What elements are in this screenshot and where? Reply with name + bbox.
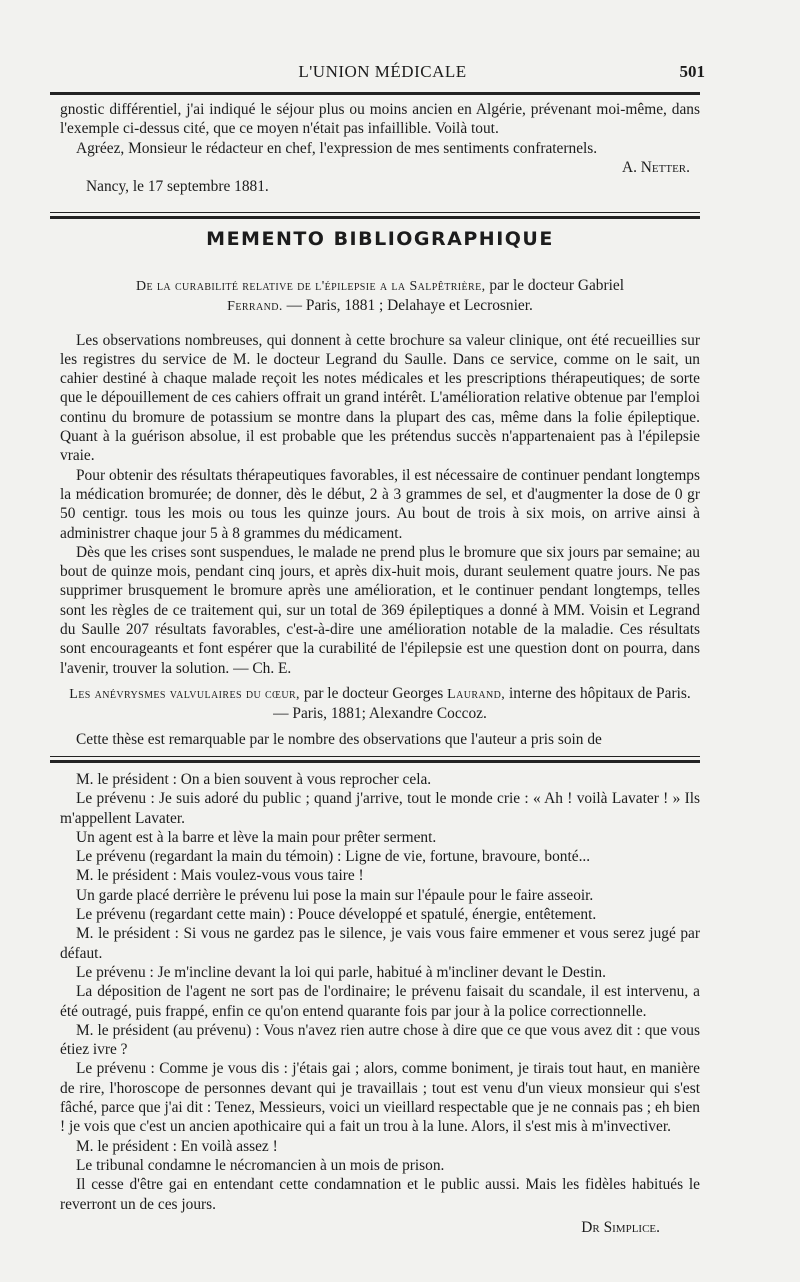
- dialogue-line: M. le président : Si vous ne gardez pas le silence, je vais vous faire emmener et vous serez jugé par défaut.: [60, 925, 700, 962]
- dialogue-line: Le tribunal condamne le nécromancien à un mois de prison.: [76, 1156, 445, 1174]
- dialogue-line: Le prévenu (regardant la main du témoin) : Ligne de vie, fortune, bravoure, bonté...: [76, 848, 591, 866]
- reference-title: Les anévrysmes valvulaires du cœur,: [69, 686, 300, 702]
- dialogue-line: La déposition de l'agent ne sort pas de l'ordinaire; le prévenu faisait du scandale, il est intervenu, a été outragé, puis frappé, enfin ce qu'on entend quarante fois par jour à la police correctionnelle.: [60, 983, 700, 1020]
- letter-paragraph: gnostic différentiel, j'ai indiqué le séjour plus ou moins ancien en Algérie, prévenant moi-même, dans l'exemple ci-dessus cité, que ce moyen n'était pas infaillible. Voilà tout.: [60, 101, 700, 138]
- bibliography-reference-2: [60, 684, 700, 724]
- dialogue-line: M. le président : On a bien souvent à vous reprocher cela.: [76, 771, 432, 788]
- bibliography-section: [60, 276, 700, 749]
- dialogue-line: Le prévenu : Je suis adoré du public ; quand j'arrive, tout le monde crie : « Ah ! voilà Lavater ! » Ils m'appellent Lavater.: [60, 790, 700, 827]
- page-number: 501: [679, 62, 705, 81]
- journal-title: L'UNION MÉDICALE: [298, 62, 467, 81]
- dialogue-line: Un agent est à la barre et lève la main pour prêter serment.: [76, 828, 437, 846]
- dialogue-line: M. le président : Mais voulez-vous vous taire !: [76, 867, 364, 885]
- letter-place-date: Nancy, le 17 septembre 1881.: [86, 178, 269, 196]
- dialogue-line: M. le président : En voilà assez !: [76, 1137, 278, 1155]
- dialogue-line: Un garde placé derrière le prévenu lui pose la main sur l'épaule pour le faire asseoir.: [76, 886, 594, 904]
- review-paragraph: Pour obtenir des résultats thérapeutiques favorables, il est nécessaire de continuer pendant longtemps la médication bromurée; de donner, dès le début, 2 à 3 grammes de sel, et d'augmenter la dose de 0 gr 50 centigr. tous les mois ou tous les quinze jours. Au bout de trois à six mois, on arrive ainsi à administrer chaque jour 5 à 8 grammes du médicament.: [60, 466, 700, 542]
- page-header: [60, 62, 705, 86]
- feuilleton-signature: Dr Simplice.: [581, 1218, 660, 1236]
- section-rule-bottom: [50, 216, 700, 219]
- reference-publication: — Paris, 1881 ; Delahaye et Lecrosnier.: [286, 297, 533, 315]
- feuilleton-rule-top: [50, 756, 700, 757]
- letter-section: [60, 100, 700, 196]
- section-rule-top: [50, 212, 700, 213]
- dialogue-line: Il cesse d'être gai en entendant cette condamnation et le public aussi. Mais les fidèles habitués le reverront un de ces jours.: [60, 1176, 700, 1213]
- letter-signature: A. Netter.: [622, 158, 690, 176]
- dialogue-line: Le prévenu (regardant cette main) : Pouce développé et spatulé, énergie, entêtement.: [76, 906, 597, 924]
- dialogue-line: Le prévenu : Comme je vous dis : j'étais gai ; alors, comme boniment, je tirais tout haut, en manière de rire, l'horoscope de personnes devant qui je travaillais ; tout est venu d'un vieux monsieur qui s'est fâché, parce que j'ai dit : Tenez, Messieurs, voici un vieillard respectable que je ne connais pas ; eh bien ! je vois que c'est un ancien apothicaire qui a fait un trou à la lune. Alors, il s'est mis à m'invectiver.: [60, 1060, 700, 1136]
- reference-rest: interne des hôpitaux de Paris. — Paris, 1881; Alexandre Coccoz.: [273, 684, 691, 723]
- header-rule: [50, 92, 700, 95]
- reference-author-prefix: par le docteur Georges: [303, 684, 444, 702]
- review-paragraph: Dès que les crises sont suspendues, le malade ne prend plus le bromure que six jours par semaine; au bout de quinze mois, pendant cinq jours, et après dix-huit mois, durant seulement quatre jours. Ne pas supprimer brusquement le bromure après une amélioration, et le continuer pendant longtemps, telles sont les règles de ce traitement qui, sur un total de 369 épileptiques a donné à MM. Voisin et Legrand du Saulle 207 résultats favorables, c'est-à-dire une amélioration notable de la maladie. Ces résultats sont encourageants et font espérer que la curabilité de l'épilepsie est une question dont on pourra, dans l'avenir, trouver la solution. — Ch. E.: [60, 543, 700, 677]
- feuilleton-rule-bottom: [50, 760, 700, 763]
- reference-author: Ferrand.: [227, 299, 283, 315]
- dialogue-line: M. le président (au prévenu) : Vous n'avez rien autre chose à dire que ce que vous avez dit : que vous étiez ivre ?: [60, 1021, 700, 1059]
- feuilleton-section: [60, 770, 700, 1237]
- bibliography-reference-1: [60, 276, 700, 317]
- letter-closing: Agréez, Monsieur le rédacteur en chef, l'expression de mes sentiments confraternels.: [76, 139, 598, 157]
- reference-title: De la curabilité relative de l'épilepsie a la Salpêtrière,: [136, 279, 486, 294]
- reference-author: Laurand,: [447, 686, 506, 702]
- reference-author-prefix: par le docteur Gabriel: [489, 277, 624, 294]
- review-paragraph: Cette thèse est remarquable par le nombre des observations que l'auteur a pris soin de: [76, 730, 602, 748]
- dialogue-line: Le prévenu : Je m'incline devant la loi qui parle, habitué à m'incliner devant le Destin.: [76, 963, 606, 981]
- review-paragraph: Les observations nombreuses, qui donnent à cette brochure sa valeur clinique, ont été recueillies sur les registres du service de M. le docteur Legrand du Saulle. Dans ce service, comme on le sait, un cahier destiné à chaque malade reçoit les notes médicales et les prescriptions thérapeutiques; de sorte que le dépouillement de ces cahiers offrait un grand intérêt. L'amélioration relative obtenue par l'emploi continu du bromure de potassium se montre dans la plupart des cas, même dans la folie épileptique. Quant à la guérison absolue, il est probable que les prétendus succès n'appartenaient pas à l'épilepsie vraie.: [60, 331, 700, 465]
- memento-title: MEMENTO BIBLIOGRAPHIQUE: [206, 228, 554, 250]
